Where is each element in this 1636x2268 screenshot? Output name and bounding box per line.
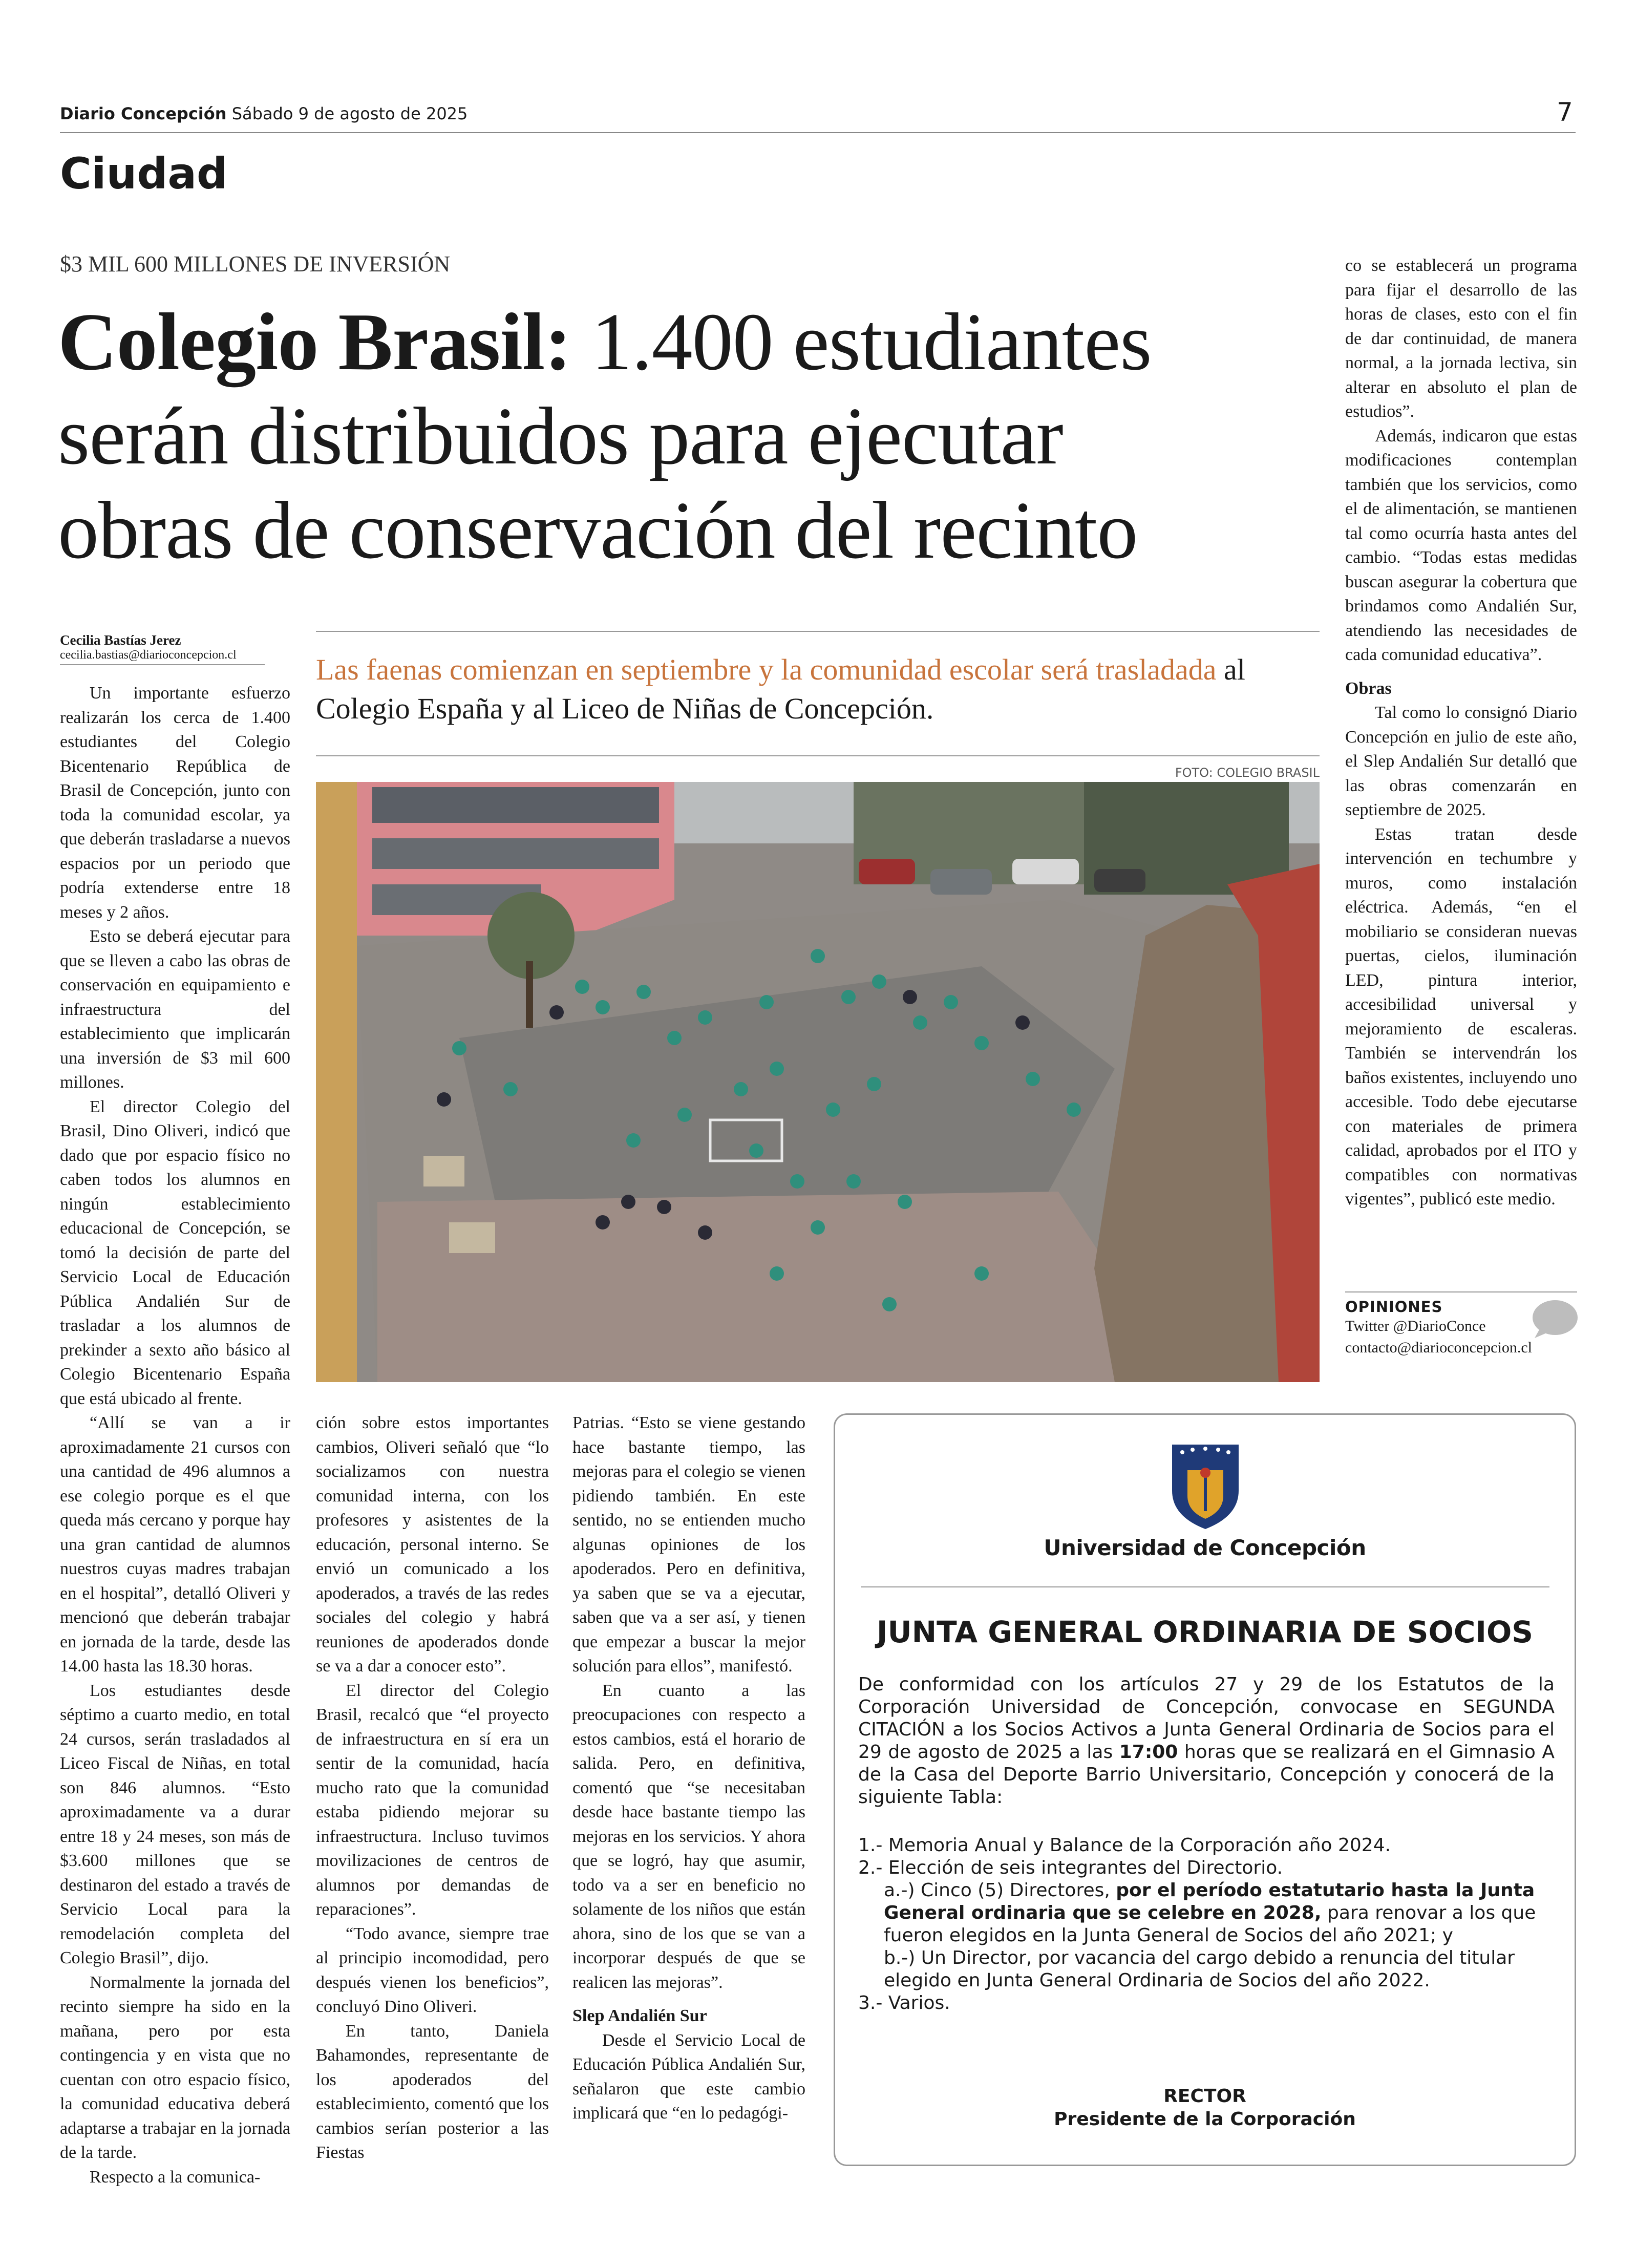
col2-paragraph: El director del Colegio Brasil, recalcó que “el proyecto de infraestructura en sí era un sentir de la comunidad, hacía mucho rato que la comunidad estaba pidiendo mejorar su infraestructura. Incluso tuvimos movilizaciones de centros de alumnos por demandas de reparaciones”. xyxy=(316,1681,549,1919)
col3-paragraph: Desde el Servicio Local de Educación Pública Andalién Sur, señalaron que este cambio implicará que “en lo pedagógi- xyxy=(572,2030,805,2123)
ad-divider xyxy=(861,1586,1549,1587)
col2-paragraph: En tanto, Daniela Bahamondes, representante de los apoderados del establecimiento, comentó que los cambios serían posterior a las Fiestas xyxy=(316,2021,549,2162)
author-block xyxy=(60,632,265,665)
col1-paragraph: Normalmente la jornada del recinto siempre ha sido en la mañana, pero por esta contingencia y en vista que no cuentan con otro espacio físico, la comunidad educativa deberá adaptarse a trabajar en la jornada de la tarde. xyxy=(60,1973,290,2162)
col1-paragraph: “Allí se van a ir aproximadamente 21 cursos con una cantidad de 496 alumnos a ese colegio porque es el que queda más cercano y porque hay una gran cantidad de alumnos nuestros cuyas madres trabajan en el hospital”, detalló Oliveri y mencionó que deberán trabajar en jornada de la tarde, desde las 14.00 hasta las 18.30 horas. xyxy=(60,1413,290,1676)
ad-box xyxy=(834,1413,1576,2166)
headline-bold: Colegio Brasil: xyxy=(58,296,571,387)
ad-body xyxy=(858,1673,1555,2015)
headline-line-3: obras de conservación del recinto xyxy=(58,484,1138,576)
author-email: cecilia.bastias@diarioconcepcion.cl xyxy=(60,648,237,662)
col4-subhead: Obras xyxy=(1345,679,1392,698)
ad-intro-a: De conformidad con los artículos 27 y 29 de los Estatutos de la Corporación Universidad de Concepción, convocase en SEGUNDA CITACIÓN a los Socios Activos a Junta General Ordinaria de Socios para el 29 de agosto de 2025 a las xyxy=(858,1674,1555,1763)
page-date: Sábado 9 de agosto de 2025 xyxy=(231,104,468,123)
headline-line-2: serán distribuidos para ejecutar xyxy=(58,390,1063,481)
col1-paragraph: Esto se deberá ejecutar para que se lleven a cabo las obras de conservación en equipamiento e infraestructura del establecimiento que implicarán una inversión de $3 mil 600 millones. xyxy=(60,927,290,1092)
ad-intro-time: 17:00 xyxy=(1119,1742,1178,1763)
col3-subhead: Slep Andalién Sur xyxy=(572,2006,707,2025)
section-title: Ciudad xyxy=(60,149,228,199)
author-name: Cecilia Bastías Jerez xyxy=(60,632,181,648)
opinions-email[interactable]: contacto@diarioconcepcion.cl xyxy=(1345,1339,1532,1356)
ad-item-2: 2.- Elección de seis integrantes del Directorio. xyxy=(858,1857,1283,1878)
col1-paragraph: Los estudiantes desde séptimo a cuarto medio, en total 24 cursos, serán trasladados al Liceo Fiscal de Niñas, en total son 846 alumnos. “Esto aproximadamente va a durar entre 18 y 24 meses, son más de $3.600 millones que se destinaron del estado a través de Servicio Local para la remodelación completa del Colegio Brasil”, dijo. xyxy=(60,1681,290,1967)
ad-intro-b: horas que se realizará en el Gimnasio A de la Casa del Deporte Barrio Universitario, Concepción y conocerá de la siguiente Tabla: xyxy=(858,1742,1555,1808)
ad-item-2a-pre: a.-) Cinco (5) Directores, xyxy=(884,1880,1116,1901)
headline-rest: 1.400 estudiantes xyxy=(571,296,1152,387)
col2-paragraph: ción sobre estos importantes cambios, Oliveri señaló que “lo socializamos con nuestra comunidad interna, con los profesores y asistentes de la educación, personal interno. Se envió un comunicado a los apoderados, a través de las redes sociales del colegio y habrá reuniones de apoderados donde se va a dar a conocer esto”. xyxy=(316,1413,549,1676)
col3-paragraph: Patrias. “Esto se viene gestando hace bastante tiempo, las mejoras para el colegio se vienen pidiendo también. En este sentido, no se entienden mucho algunas opiniones de los apoderados. Pero en definitiva, ya saben que se va a ejecutar, saben que va a ser así, y tienen que empezar a buscar la mejor solución para ellos”, manifestó. xyxy=(572,1413,805,1676)
ad-item-2b: b.-) Un Director, por vacancia del cargo debido a renuncia del titular elegido en Junta General Ordinaria de Socios del año 2022. xyxy=(884,1947,1515,1991)
header-rule xyxy=(60,132,1576,133)
article-column-2 xyxy=(316,1411,549,2165)
lead-colored: Las faenas comienzan en septiembre y la comunidad escolar será trasladada xyxy=(316,653,1217,686)
lead-rule-top xyxy=(316,631,1320,632)
col4-paragraph: Estas tratan desde intervención en techumbre y muros, como instalación eléctrica. Además, “en el mobiliario se consideran nuevas puertas, cielos, iluminación LED, pintura interior, accesibilidad universal y mejoramiento de escaleras. También se intervendrán los baños existentes, incluyendo uno accesible. Todo debe ejecutarse con materiales de primera calidad, aprobados por el ITO y compatibles con normativas vigentes”, publicó este medio. xyxy=(1345,824,1577,1209)
speech-bubble-icon xyxy=(1529,1298,1578,1339)
photo-illustration xyxy=(316,782,1320,1382)
page-header xyxy=(60,104,468,123)
lead-rule-bottom xyxy=(316,755,1320,756)
paper-name: Diario Concepción xyxy=(60,104,227,123)
page-number: 7 xyxy=(1557,97,1573,127)
opinions-rule xyxy=(1345,1291,1577,1292)
opinions-box xyxy=(1345,1298,1577,1359)
col4-paragraph: co se establecerá un programa para fijar el desarrollo de las horas de clases, esto con el fin de dar continuidad, de manera normal, a la jornada lectiva, sin alterar en absoluto el plan de estudios”. xyxy=(1345,256,1577,421)
article-column-3 xyxy=(572,1411,805,2126)
ad-item-1: 1.- Memoria Anual y Balance de la Corporación año 2024. xyxy=(858,1835,1391,1856)
article-column-1 xyxy=(60,681,290,2189)
col4-paragraph: Tal como lo consignó Diario Concepción en julio de este año, el Slep Andalién Sur detalló que las obras comenzarán en septiembre de 2025. xyxy=(1345,703,1577,819)
ad-intro xyxy=(858,1673,1555,1809)
ad-item-2a-bold: por el período estatutario hasta la Junta General ordinaria que se celebre en 2028, xyxy=(884,1880,1535,1923)
kicker: $3 MIL 600 MILLONES DE INVERSIÓN xyxy=(60,251,451,277)
opinions-title: OPINIONES xyxy=(1345,1298,1443,1316)
lead-rest: al Colegio España y al Liceo de Niñas de Concepción. xyxy=(316,653,1245,725)
author-rule xyxy=(60,664,265,665)
col1-paragraph: Respecto a la comunica- xyxy=(90,2167,261,2187)
headline xyxy=(58,294,1328,577)
ad-item-2a xyxy=(858,1879,1555,1947)
col2-paragraph: “Todo avance, siempre trae al principio incomodidad, pero después vienen los beneficios”, concluyó Dino Oliveri. xyxy=(316,1924,549,2016)
article-column-4 xyxy=(1345,253,1577,1212)
university-name: Universidad de Concepción xyxy=(1044,1535,1366,1560)
col1-paragraph: Un importante esfuerzo realizarán los cerca de 1.400 estudiantes del Colegio Bicentenario República de Brasil de Concepción, junto con toda la comunidad escolar, ya que deberán trasladarse a nuevos espacios por un periodo que podría extenderse entre 18 meses y 2 años. xyxy=(60,684,290,922)
ad-item-2a-post: para renovar a los que fueron elegidos en la Junta General de Socios del año 2021; y xyxy=(884,1902,1536,1946)
opinions-twitter[interactable]: Twitter @DiarioConce xyxy=(1345,1318,1486,1334)
photo-credit: FOTO: COLEGIO BRASIL xyxy=(1175,766,1320,780)
ad-title: JUNTA GENERAL ORDINARIA DE SOCIOS xyxy=(876,1615,1534,1649)
col3-paragraph: En cuanto a las preocupaciones con respecto a estos cambios, está el horario de salida. Pero, en definitiva, comentó que “se necesitaban desde hace bastante tiempo las mejoras en los servicios. Y ahora que se logró, hay que asumir, todo va a ser en beneficio no solamente de los niños que están ahora, sino de los que se van a incorporar después de que se realicen las mejoras”. xyxy=(572,1681,805,1992)
ad-signature-2: Presidente de la Corporación xyxy=(1054,2109,1356,2130)
lead xyxy=(316,650,1320,728)
ad-signature-1: RECTOR xyxy=(1163,2086,1246,2107)
photo-school-yard xyxy=(316,782,1320,1382)
headline-line-1 xyxy=(58,294,1328,389)
university-crest-icon xyxy=(1167,1439,1244,1532)
col4-paragraph: Además, indicaron que estas modificaciones contemplan también que los servicios, como el de alimentación, se mantienen tal como ocurría hasta antes del cambio. “Todas estas medidas buscan asegurar la cobertura que brindamos como Andalién Sur, atendiendo las necesidades de cada comunidad educativa”. xyxy=(1345,426,1577,664)
ad-item-3: 3.- Varios. xyxy=(858,1993,950,2013)
col1-paragraph: El director Colegio del Brasil, Dino Oliveri, indicó que dado que por espacio físico no caben todos los alumnos en ningún establecimiento educacional de Concepción, se tomó la decisión de parte del Servicio Local de Educación Pública Andalién Sur de trasladar a los alumnos de prekinder a sexto año básico al Colegio Bicentenario España que está ubicado al frente. xyxy=(60,1097,290,1408)
